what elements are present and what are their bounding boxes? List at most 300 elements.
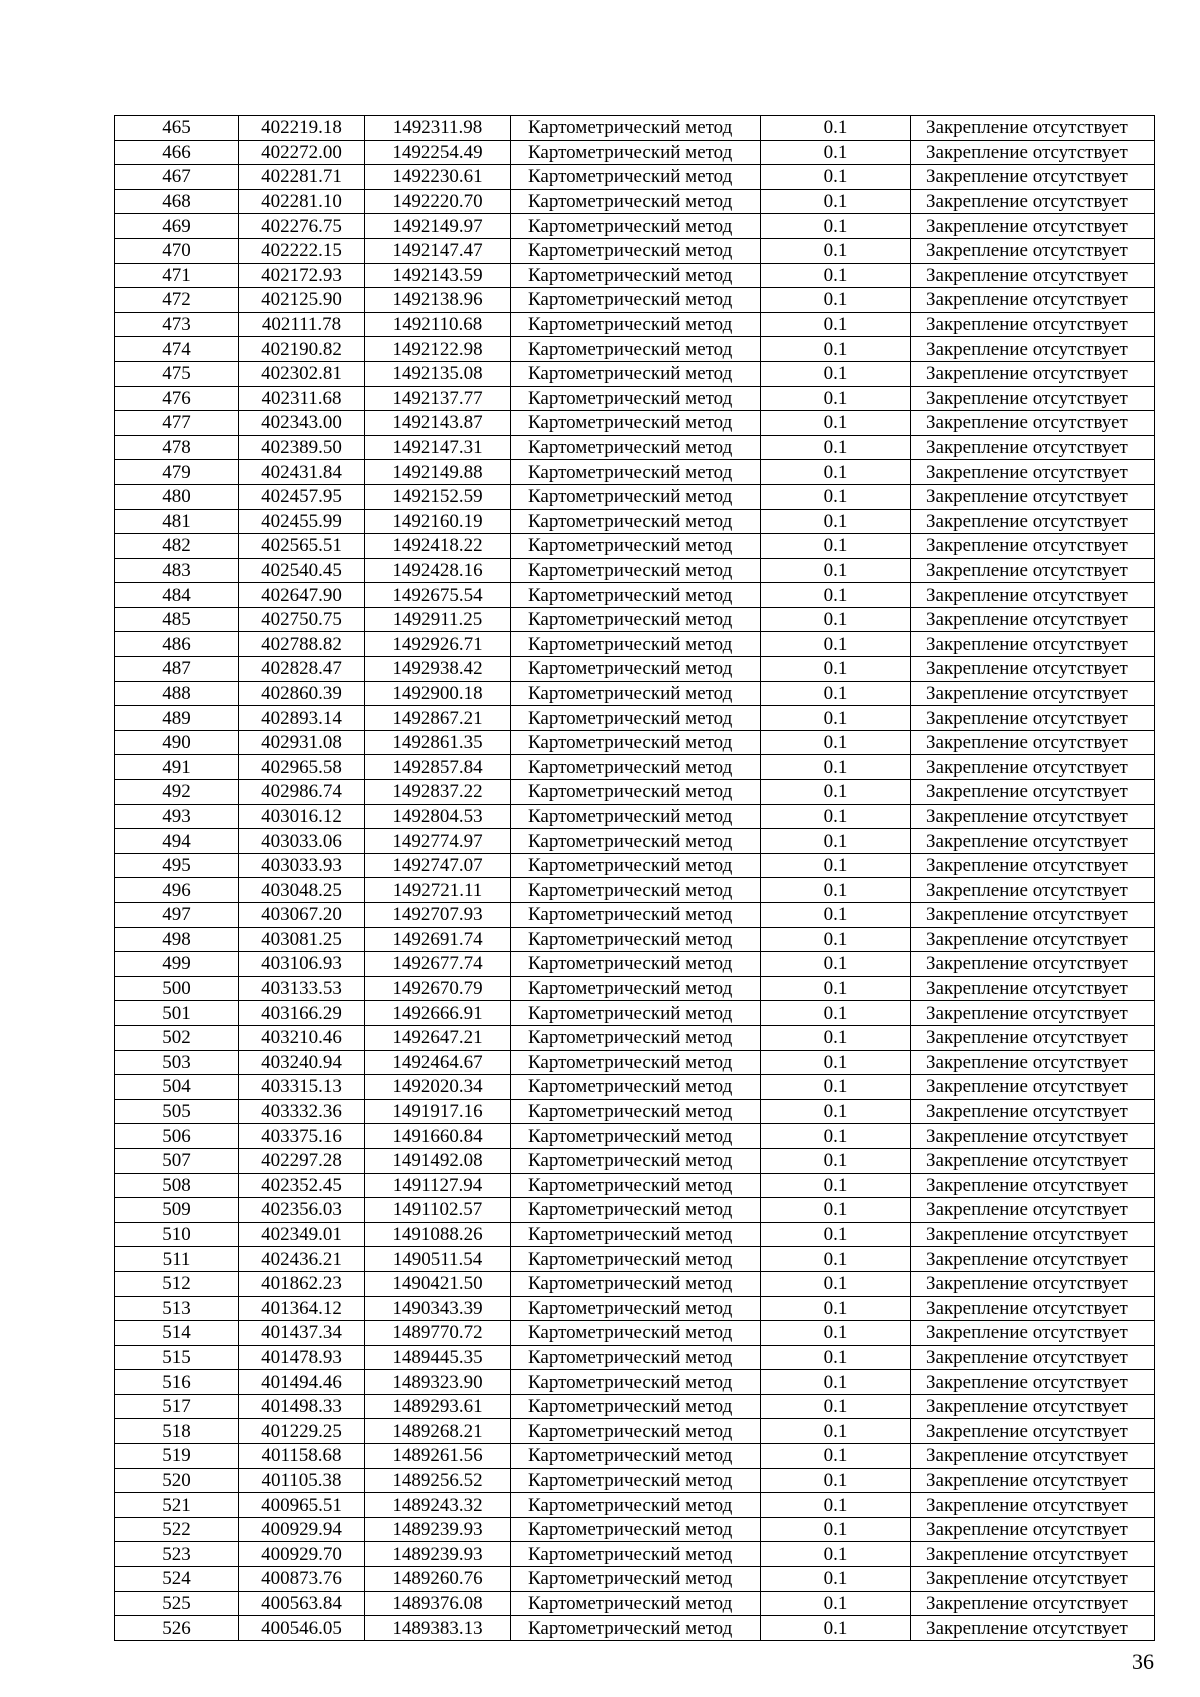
x-coordinate-cell: 401498.33 [239,1394,365,1419]
accuracy-cell: 0.1 [761,435,911,460]
fixing-cell: Закрепление отсутствует [911,706,1155,731]
point-number-cell: 514 [115,1321,239,1346]
x-coordinate-cell: 402219.18 [239,116,365,141]
fixing-cell: Закрепление отсутствует [911,337,1155,362]
fixing-cell: Закрепление отсутствует [911,312,1155,337]
fixing-cell: Закрепление отсутствует [911,1616,1155,1641]
x-coordinate-cell: 402125.90 [239,288,365,313]
table-row [115,484,1155,509]
fixing-cell: Закрепление отсутствует [911,1001,1155,1026]
x-coordinate-cell: 402431.84 [239,460,365,485]
method-cell: Картометрический метод [511,1271,761,1296]
table-row [115,1616,1155,1641]
point-number-cell: 474 [115,337,239,362]
point-number-cell: 523 [115,1542,239,1567]
method-cell: Картометрический метод [511,386,761,411]
method-cell: Картометрический метод [511,1468,761,1493]
y-coordinate-cell: 1492428.16 [365,558,511,583]
x-coordinate-cell: 402436.21 [239,1247,365,1272]
x-coordinate-cell: 402647.90 [239,583,365,608]
point-number-cell: 468 [115,189,239,214]
y-coordinate-cell: 1492147.31 [365,435,511,460]
table-row [115,1394,1155,1419]
point-number-cell: 522 [115,1517,239,1542]
point-number-cell: 471 [115,263,239,288]
x-coordinate-cell: 402986.74 [239,780,365,805]
table-row [115,1419,1155,1444]
accuracy-cell: 0.1 [761,1567,911,1592]
accuracy-cell: 0.1 [761,1025,911,1050]
accuracy-cell: 0.1 [761,976,911,1001]
x-coordinate-cell: 402389.50 [239,435,365,460]
y-coordinate-cell: 1490343.39 [365,1296,511,1321]
method-cell: Картометрический метод [511,1591,761,1616]
coordinates-table-body [115,116,1155,1641]
x-coordinate-cell: 401862.23 [239,1271,365,1296]
accuracy-cell: 0.1 [761,1075,911,1100]
accuracy-cell: 0.1 [761,755,911,780]
table-row [115,755,1155,780]
point-number-cell: 469 [115,214,239,239]
point-number-cell: 480 [115,484,239,509]
x-coordinate-cell: 402190.82 [239,337,365,362]
x-coordinate-cell: 402828.47 [239,657,365,682]
y-coordinate-cell: 1489243.32 [365,1493,511,1518]
table-row [115,657,1155,682]
fixing-cell: Закрепление отсутствует [911,1394,1155,1419]
y-coordinate-cell: 1492647.21 [365,1025,511,1050]
accuracy-cell: 0.1 [761,288,911,313]
table-row [115,903,1155,928]
method-cell: Картометрический метод [511,1419,761,1444]
method-cell: Картометрический метод [511,976,761,1001]
x-coordinate-cell: 402565.51 [239,534,365,559]
fixing-cell: Закрепление отсутствует [911,1075,1155,1100]
table-row [115,509,1155,534]
y-coordinate-cell: 1492122.98 [365,337,511,362]
method-cell: Картометрический метод [511,263,761,288]
point-number-cell: 488 [115,681,239,706]
x-coordinate-cell: 400563.84 [239,1591,365,1616]
table-row [115,1271,1155,1296]
fixing-cell: Закрепление отсутствует [911,116,1155,141]
fixing-cell: Закрепление отсутствует [911,1591,1155,1616]
table-row [115,1444,1155,1469]
method-cell: Картометрический метод [511,681,761,706]
point-number-cell: 516 [115,1370,239,1395]
x-coordinate-cell: 402352.45 [239,1173,365,1198]
table-row [115,632,1155,657]
y-coordinate-cell: 1492857.84 [365,755,511,780]
accuracy-cell: 0.1 [761,1370,911,1395]
method-cell: Картометрический метод [511,1394,761,1419]
x-coordinate-cell: 401494.46 [239,1370,365,1395]
method-cell: Картометрический метод [511,1001,761,1026]
accuracy-cell: 0.1 [761,165,911,190]
accuracy-cell: 0.1 [761,361,911,386]
point-number-cell: 497 [115,903,239,928]
table-row [115,607,1155,632]
y-coordinate-cell: 1492670.79 [365,976,511,1001]
y-coordinate-cell: 1492418.22 [365,534,511,559]
x-coordinate-cell: 402276.75 [239,214,365,239]
table-row [115,730,1155,755]
point-number-cell: 506 [115,1124,239,1149]
method-cell: Картометрический метод [511,165,761,190]
fixing-cell: Закрепление отсутствует [911,755,1155,780]
table-row [115,558,1155,583]
accuracy-cell: 0.1 [761,1296,911,1321]
accuracy-cell: 0.1 [761,1247,911,1272]
table-row [115,1050,1155,1075]
y-coordinate-cell: 1492143.59 [365,263,511,288]
x-coordinate-cell: 402893.14 [239,706,365,731]
method-cell: Картометрический метод [511,1370,761,1395]
fixing-cell: Закрепление отсутствует [911,411,1155,436]
y-coordinate-cell: 1492152.59 [365,484,511,509]
point-number-cell: 498 [115,927,239,952]
point-number-cell: 486 [115,632,239,657]
accuracy-cell: 0.1 [761,312,911,337]
point-number-cell: 470 [115,238,239,263]
x-coordinate-cell: 402302.81 [239,361,365,386]
method-cell: Картометрический метод [511,558,761,583]
x-coordinate-cell: 403033.06 [239,829,365,854]
point-number-cell: 491 [115,755,239,780]
method-cell: Картометрический метод [511,1542,761,1567]
y-coordinate-cell: 1492938.42 [365,657,511,682]
accuracy-cell: 0.1 [761,460,911,485]
table-row [115,1099,1155,1124]
accuracy-cell: 0.1 [761,534,911,559]
table-row [115,1247,1155,1272]
point-number-cell: 477 [115,411,239,436]
table-row [115,952,1155,977]
fixing-cell: Закрепление отсутствует [911,829,1155,854]
point-number-cell: 526 [115,1616,239,1641]
y-coordinate-cell: 1491660.84 [365,1124,511,1149]
x-coordinate-cell: 400965.51 [239,1493,365,1518]
point-number-cell: 503 [115,1050,239,1075]
accuracy-cell: 0.1 [761,140,911,165]
table-row [115,337,1155,362]
point-number-cell: 510 [115,1222,239,1247]
table-row [115,829,1155,854]
y-coordinate-cell: 1489770.72 [365,1321,511,1346]
y-coordinate-cell: 1489445.35 [365,1345,511,1370]
table-row [115,411,1155,436]
y-coordinate-cell: 1489323.90 [365,1370,511,1395]
x-coordinate-cell: 402750.75 [239,607,365,632]
y-coordinate-cell: 1492160.19 [365,509,511,534]
x-coordinate-cell: 402788.82 [239,632,365,657]
x-coordinate-cell: 402272.00 [239,140,365,165]
point-number-cell: 508 [115,1173,239,1198]
accuracy-cell: 0.1 [761,214,911,239]
table-row [115,780,1155,805]
accuracy-cell: 0.1 [761,1271,911,1296]
y-coordinate-cell: 1492135.08 [365,361,511,386]
method-cell: Картометрический метод [511,1296,761,1321]
y-coordinate-cell: 1492926.71 [365,632,511,657]
y-coordinate-cell: 1492147.47 [365,238,511,263]
fixing-cell: Закрепление отсутствует [911,509,1155,534]
method-cell: Картометрический метод [511,1247,761,1272]
fixing-cell: Закрепление отсутствует [911,632,1155,657]
accuracy-cell: 0.1 [761,632,911,657]
accuracy-cell: 0.1 [761,681,911,706]
table-row [115,1591,1155,1616]
method-cell: Картометрический метод [511,361,761,386]
method-cell: Картометрический метод [511,1173,761,1198]
method-cell: Картометрический метод [511,829,761,854]
accuracy-cell: 0.1 [761,1099,911,1124]
y-coordinate-cell: 1492804.53 [365,804,511,829]
y-coordinate-cell: 1492911.25 [365,607,511,632]
y-coordinate-cell: 1492691.74 [365,927,511,952]
fixing-cell: Закрепление отсутствует [911,140,1155,165]
accuracy-cell: 0.1 [761,730,911,755]
accuracy-cell: 0.1 [761,1468,911,1493]
x-coordinate-cell: 402281.10 [239,189,365,214]
accuracy-cell: 0.1 [761,484,911,509]
y-coordinate-cell: 1492721.11 [365,878,511,903]
table-row [115,681,1155,706]
fixing-cell: Закрепление отсутствует [911,1542,1155,1567]
y-coordinate-cell: 1492137.77 [365,386,511,411]
x-coordinate-cell: 401158.68 [239,1444,365,1469]
method-cell: Картометрический метод [511,460,761,485]
method-cell: Картометрический метод [511,706,761,731]
table-row [115,1345,1155,1370]
fixing-cell: Закрепление отсутствует [911,583,1155,608]
table-row [115,288,1155,313]
y-coordinate-cell: 1489260.76 [365,1567,511,1592]
fixing-cell: Закрепление отсутствует [911,263,1155,288]
y-coordinate-cell: 1492774.97 [365,829,511,854]
method-cell: Картометрический метод [511,1050,761,1075]
point-number-cell: 472 [115,288,239,313]
accuracy-cell: 0.1 [761,238,911,263]
point-number-cell: 513 [115,1296,239,1321]
accuracy-cell: 0.1 [761,1444,911,1469]
y-coordinate-cell: 1492143.87 [365,411,511,436]
method-cell: Картометрический метод [511,1099,761,1124]
accuracy-cell: 0.1 [761,1001,911,1026]
method-cell: Картометрический метод [511,411,761,436]
table-row [115,165,1155,190]
x-coordinate-cell: 402965.58 [239,755,365,780]
table-row [115,1173,1155,1198]
fixing-cell: Закрепление отсутствует [911,853,1155,878]
accuracy-cell: 0.1 [761,411,911,436]
method-cell: Картометрический метод [511,1124,761,1149]
accuracy-cell: 0.1 [761,1517,911,1542]
table-row [115,238,1155,263]
table-row [115,583,1155,608]
point-number-cell: 525 [115,1591,239,1616]
x-coordinate-cell: 403048.25 [239,878,365,903]
y-coordinate-cell: 1492149.88 [365,460,511,485]
accuracy-cell: 0.1 [761,1394,911,1419]
fixing-cell: Закрепление отсутствует [911,1296,1155,1321]
y-coordinate-cell: 1492867.21 [365,706,511,731]
point-number-cell: 495 [115,853,239,878]
fixing-cell: Закрепление отсутствует [911,386,1155,411]
method-cell: Картометрический метод [511,312,761,337]
point-number-cell: 502 [115,1025,239,1050]
table-row [115,460,1155,485]
table-row [115,214,1155,239]
x-coordinate-cell: 402457.95 [239,484,365,509]
table-row [115,1025,1155,1050]
method-cell: Картометрический метод [511,632,761,657]
method-cell: Картометрический метод [511,755,761,780]
point-number-cell: 473 [115,312,239,337]
point-number-cell: 483 [115,558,239,583]
method-cell: Картометрический метод [511,238,761,263]
fixing-cell: Закрепление отсутствует [911,534,1155,559]
x-coordinate-cell: 403081.25 [239,927,365,952]
fixing-cell: Закрепление отсутствует [911,288,1155,313]
fixing-cell: Закрепление отсутствует [911,607,1155,632]
x-coordinate-cell: 401229.25 [239,1419,365,1444]
x-coordinate-cell: 401437.34 [239,1321,365,1346]
y-coordinate-cell: 1492900.18 [365,681,511,706]
y-coordinate-cell: 1492464.67 [365,1050,511,1075]
y-coordinate-cell: 1489293.61 [365,1394,511,1419]
accuracy-cell: 0.1 [761,878,911,903]
y-coordinate-cell: 1492837.22 [365,780,511,805]
x-coordinate-cell: 402222.15 [239,238,365,263]
method-cell: Картометрический метод [511,1493,761,1518]
table-row [115,1124,1155,1149]
method-cell: Картометрический метод [511,780,761,805]
accuracy-cell: 0.1 [761,1198,911,1223]
x-coordinate-cell: 400929.70 [239,1542,365,1567]
method-cell: Картометрический метод [511,1444,761,1469]
fixing-cell: Закрепление отсутствует [911,1370,1155,1395]
table-row [115,1296,1155,1321]
point-number-cell: 482 [115,534,239,559]
y-coordinate-cell: 1492311.98 [365,116,511,141]
table-row [115,435,1155,460]
accuracy-cell: 0.1 [761,657,911,682]
y-coordinate-cell: 1491102.57 [365,1198,511,1223]
accuracy-cell: 0.1 [761,829,911,854]
point-number-cell: 521 [115,1493,239,1518]
fixing-cell: Закрепление отсутствует [911,927,1155,952]
method-cell: Картометрический метод [511,730,761,755]
x-coordinate-cell: 402297.28 [239,1148,365,1173]
fixing-cell: Закрепление отсутствует [911,1124,1155,1149]
table-row [115,1567,1155,1592]
fixing-cell: Закрепление отсутствует [911,1222,1155,1247]
fixing-cell: Закрепление отсутствует [911,1321,1155,1346]
x-coordinate-cell: 402931.08 [239,730,365,755]
x-coordinate-cell: 402311.68 [239,386,365,411]
method-cell: Картометрический метод [511,1321,761,1346]
point-number-cell: 489 [115,706,239,731]
fixing-cell: Закрепление отсутствует [911,165,1155,190]
coordinates-table [114,115,1155,1641]
y-coordinate-cell: 1492149.97 [365,214,511,239]
point-number-cell: 467 [115,165,239,190]
method-cell: Картометрический метод [511,952,761,977]
accuracy-cell: 0.1 [761,189,911,214]
x-coordinate-cell: 401364.12 [239,1296,365,1321]
x-coordinate-cell: 402281.71 [239,165,365,190]
table-row [115,140,1155,165]
point-number-cell: 465 [115,116,239,141]
accuracy-cell: 0.1 [761,804,911,829]
accuracy-cell: 0.1 [761,116,911,141]
y-coordinate-cell: 1492707.93 [365,903,511,928]
accuracy-cell: 0.1 [761,1345,911,1370]
y-coordinate-cell: 1492138.96 [365,288,511,313]
accuracy-cell: 0.1 [761,558,911,583]
fixing-cell: Закрепление отсутствует [911,1271,1155,1296]
table-row [115,312,1155,337]
accuracy-cell: 0.1 [761,1222,911,1247]
point-number-cell: 492 [115,780,239,805]
table-row [115,1222,1155,1247]
page-number: 36 [1132,1649,1154,1674]
point-number-cell: 466 [115,140,239,165]
accuracy-cell: 0.1 [761,583,911,608]
point-number-cell: 475 [115,361,239,386]
accuracy-cell: 0.1 [761,509,911,534]
fixing-cell: Закрепление отсутствует [911,214,1155,239]
accuracy-cell: 0.1 [761,1148,911,1173]
accuracy-cell: 0.1 [761,607,911,632]
y-coordinate-cell: 1492254.49 [365,140,511,165]
y-coordinate-cell: 1491917.16 [365,1099,511,1124]
method-cell: Картометрический метод [511,214,761,239]
point-number-cell: 505 [115,1099,239,1124]
x-coordinate-cell: 403067.20 [239,903,365,928]
method-cell: Картометрический метод [511,534,761,559]
fixing-cell: Закрепление отсутствует [911,460,1155,485]
table-row [115,1198,1155,1223]
x-coordinate-cell: 402356.03 [239,1198,365,1223]
fixing-cell: Закрепление отсутствует [911,435,1155,460]
accuracy-cell: 0.1 [761,337,911,362]
point-number-cell: 511 [115,1247,239,1272]
point-number-cell: 485 [115,607,239,632]
x-coordinate-cell: 403210.46 [239,1025,365,1050]
fixing-cell: Закрепление отсутствует [911,1025,1155,1050]
accuracy-cell: 0.1 [761,1591,911,1616]
fixing-cell: Закрепление отсутствует [911,558,1155,583]
point-number-cell: 487 [115,657,239,682]
point-number-cell: 509 [115,1198,239,1223]
fixing-cell: Закрепление отсутствует [911,1345,1155,1370]
fixing-cell: Закрепление отсутствует [911,657,1155,682]
method-cell: Картометрический метод [511,1148,761,1173]
accuracy-cell: 0.1 [761,1493,911,1518]
y-coordinate-cell: 1489268.21 [365,1419,511,1444]
fixing-cell: Закрепление отсутствует [911,1148,1155,1173]
method-cell: Картометрический метод [511,804,761,829]
accuracy-cell: 0.1 [761,1616,911,1641]
method-cell: Картометрический метод [511,1345,761,1370]
y-coordinate-cell: 1492666.91 [365,1001,511,1026]
x-coordinate-cell: 402540.45 [239,558,365,583]
fixing-cell: Закрепление отсутствует [911,1173,1155,1198]
table-row [115,361,1155,386]
fixing-cell: Закрепление отсутствует [911,681,1155,706]
